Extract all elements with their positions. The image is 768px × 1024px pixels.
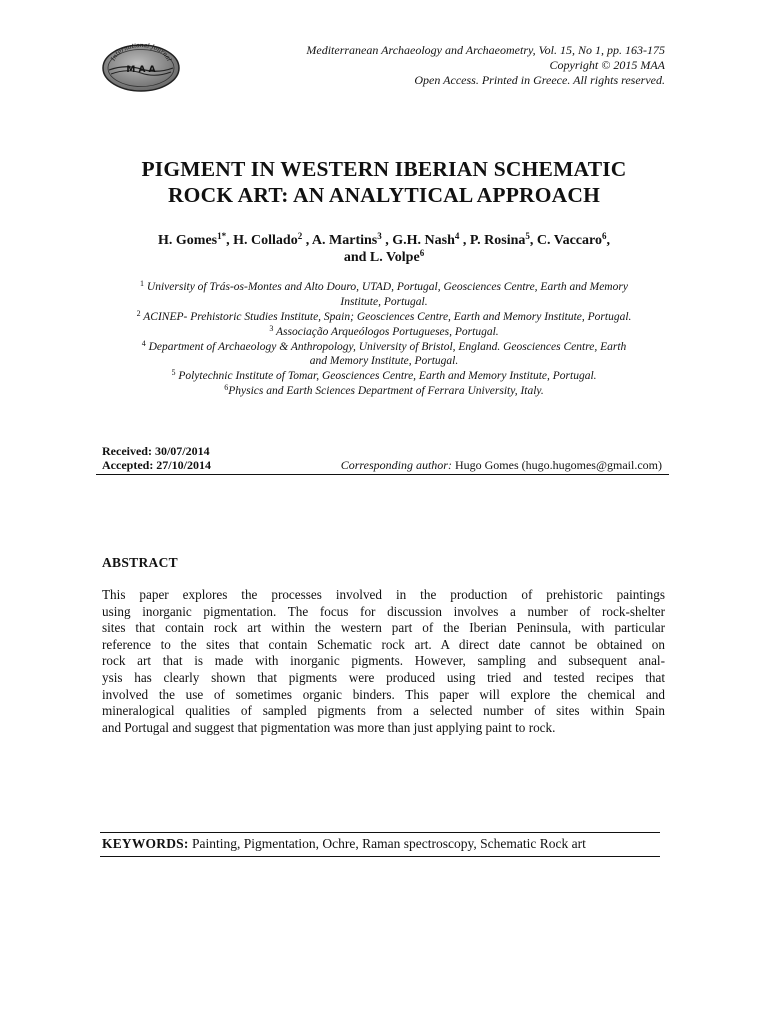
affiliation-sup: 2 [136,309,141,318]
author-name: , A. Martins [302,233,378,248]
abstract-line: mineralogical qualities of sampled pigments from a selected number of sites within Spain [102,703,665,719]
logo-arc-text: International Journal [109,43,173,63]
affiliation-text: Physics and Earth Sciences Department of Ferrara University, Italy. [228,385,544,397]
author-separator: , [606,233,610,248]
keywords-label: KEYWORDS: [102,836,189,851]
author-name: , H. Collado [226,233,298,248]
abstract-line: This paper explores the processes involved in the production of prehistoric paintings [102,587,665,602]
author-name: and L. Volpe [343,250,420,265]
affiliation-4 [100,340,668,355]
affiliation-1 [100,280,668,295]
copyright-line: Copyright © 2015 MAA [549,58,665,72]
abstract-line: rock art that is made with inorganic pigments. However, sampling and subsequent anal- [102,653,665,669]
keywords-value: Painting, Pigmentation, Ochre, Raman spectroscopy, Schematic Rock art [188,836,586,851]
author-sup: 6 [419,248,425,258]
corresponding-value: Hugo Gomes (hugo.hugomes@gmail.com) [451,458,662,472]
journal-logo [101,43,181,93]
author-sup: 5 [525,231,530,241]
author-sup: 1* [217,231,227,241]
affiliation-text: ACINEP- Prehistoric Studies Institute, Spain; Geosciences Centre, Earth and Memory Institute, Portugal. [140,311,632,323]
abstract-body [102,587,665,736]
author-sup: 6 [601,231,607,241]
affiliation-2 [100,310,668,325]
abstract-line: and Portugal and suggest that pigmentation was more than just applying paint to rock. [102,719,556,735]
affiliation-sup: 5 [171,368,176,377]
affiliation-sup: 3 [269,324,274,333]
abstract-line: involved the use of sometimes organic binders. This paper will explore the chemical and [102,686,665,702]
affiliation-6 [100,384,668,399]
abstract-line: reference to the sites that contain Schematic rock art. A direct date cannot be obtained on [102,636,665,652]
author-sup: 3 [377,231,382,241]
affiliation-sup: 6 [224,383,229,392]
author-name: , G.H. Nash [381,233,455,248]
affiliation-4-cont: and Memory Institute, Portugal. [309,355,459,367]
affiliation-text: Polytechnic Institute of Tomar, Geosciences Centre, Earth and Memory Institute, Portugal. [175,370,597,382]
author-sup: 4 [454,231,460,241]
journal-citation: Mediterranean Archaeology and Archaeometry, Vol. 15, No 1, pp. 163-175 [306,43,665,57]
abstract-line: sites that contain rock art within the western part of the Iberian Peninsula, with particular [102,620,665,636]
header-rule [96,474,669,475]
corresponding-author [341,458,662,473]
keywords [102,836,586,852]
access-line: Open Access. Printed in Greece. All rights reserved. [414,73,665,87]
logo-letters: M A A [126,65,156,75]
affiliation-5 [100,369,668,384]
keywords-top-rule [100,832,660,833]
received-date: Received: 30/07/2014 [102,444,210,458]
paper-title-line-2: ROCK ART: AN ANALYTICAL APPROACH [167,183,601,207]
affiliation-3 [100,325,668,340]
paper-title-line-1: PIGMENT IN WESTERN IBERIAN SCHEMATIC [141,157,627,181]
affiliation-text: Associação Arqueólogos Portugueses, Portugal. [273,326,499,338]
abstract-line: using inorganic pigmentation. The focus for discussion involves a number of rock-shelter [102,603,665,619]
corresponding-label: Corresponding author: [340,458,452,472]
abstract-line: ysis has clearly shown that pigments were produced using tried and tested recipes that [102,669,665,685]
accepted-date: Accepted: 27/10/2014 [102,458,211,472]
authors-line-1 [100,232,668,250]
affiliation-text: University of Trás-os-Montes and Alto Douro, UTAD, Portugal, Geosciences Centre, Earth and Memory [144,281,628,293]
affiliation-sup: 1 [140,279,145,288]
keywords-bottom-rule [100,856,660,857]
author-name: H. Gomes [158,233,218,248]
affiliation-sup: 4 [141,339,146,348]
abstract-heading: ABSTRACT [102,555,178,570]
affiliation-text: Department of Archaeology & Anthropology, University of Bristol, England. Geosciences Centre, Earth [145,341,627,353]
author-name: , C. Vaccaro [529,233,602,248]
author-sup: 2 [297,231,303,241]
author-name: , P. Rosina [459,233,526,248]
authors-line-2 [100,249,668,267]
affiliation-1-cont: Institute, Portugal. [340,296,428,308]
